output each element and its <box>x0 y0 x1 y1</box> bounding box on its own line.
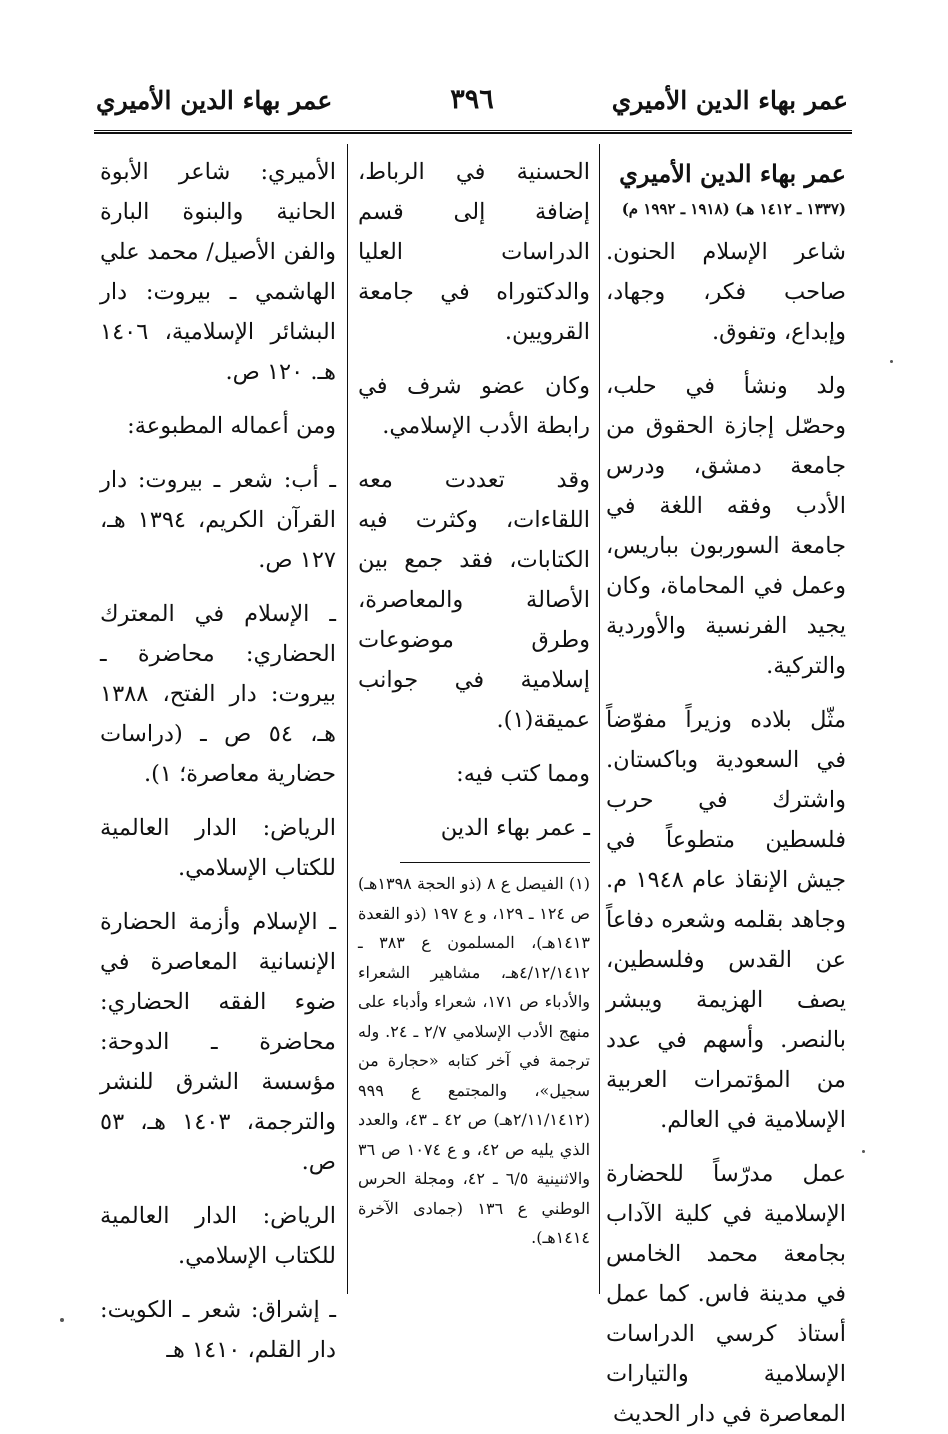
paragraph: ولد ونشأ في حلب، وحصّل إجازة الحقوق من جامعة دمشق، ودرس الأدب وفقه اللغة في جامعة السوربون بباريس، وعمل في المحاماة، وكان يجيد الفرنسية والأوردية والتركية. <box>606 373 846 679</box>
running-title-left: عمر بهاء الدين الأميري <box>96 86 333 115</box>
paragraph: شاعر الإسلام الحنون. صاحب فكر، وجهاد، وإبداع، وتفوق. <box>606 239 846 345</box>
page-number: ٣٩٦ <box>450 84 494 115</box>
running-title-right: عمر بهاء الدين الأميري <box>611 86 848 115</box>
paragraph: عمل مدرّساً للحضارة الإسلامية في كلية الآداب بجامعة محمد الخامس في مدينة فاس. كما عمل أستاذ كرسي الدراسات الإسلامية والتيارات المعاصرة في دار الحديث <box>606 1161 846 1427</box>
paragraph: الأميري: شاعر الأبوة الحانية والبنوة البارة والفن الأصيل/ محمد علي الهاشمي ـ بيروت: دار البشائر الإسلامية، ١٤٠٦ هـ. ١٢٠ ص. <box>100 159 336 385</box>
header-rule <box>94 130 852 134</box>
page-header <box>96 80 848 128</box>
column-right <box>606 152 846 1427</box>
footnote-rule <box>400 862 590 863</box>
paragraph: وقد تعددت معه اللقاءات، وكثرت فيه الكتابات، فقد جمع بين الأصالة والمعاصرة، وطرق موضوعات إسلامية في جوانب عميقة(١). <box>358 467 590 733</box>
paragraph: ومن أعماله المطبوعة: <box>127 413 336 439</box>
paragraph: ـ إشراق: شعر ـ الكويت: دار القلم، ١٤١٠ هـ <box>100 1297 336 1363</box>
scan-speck <box>60 1318 64 1322</box>
paragraph: الرياض: الدار العالمية للكتاب الإسلامي. <box>100 1203 336 1269</box>
paragraph: وكان عضو شرف في رابطة الأدب الإسلامي. <box>358 373 590 439</box>
paragraph: ومما كتب فيه: <box>456 761 590 787</box>
paragraph: ـ عمر بهاء الدين <box>440 815 590 841</box>
paragraph: الرياض: الدار العالمية للكتاب الإسلامي. <box>100 815 336 881</box>
column-divider <box>347 144 348 1294</box>
column-left <box>100 152 336 1363</box>
paragraph: ـ أب: شعر ـ بيروت: دار القرآن الكريم، ١٣٩٤ هـ، ١٢٧ ص. <box>100 467 336 573</box>
paragraph: مثّل بلاده وزيراً مفوّضاً في السعودية وباكستان. واشترك في حرب فلسطين متطوعاً في جيش الإنقاذ عام ١٩٤٨ م. وجاهد بقلمه وشعره دفاعاً عن القدس وفلسطين، يصف الهزيمة ويبشر بالنصر. وأسهم في عدد من المؤتمرات العربية الإسلامية في العالم. <box>606 707 846 1133</box>
column-divider <box>599 144 600 1294</box>
entry-title: عمر بهاء الدين الأميري <box>619 159 846 188</box>
scan-speck <box>862 1150 865 1153</box>
paragraph: الحسنية في الرباط، إضافة إلى قسم الدراسات العليا والدكتوراه في جامعة القرويين. <box>358 159 590 345</box>
scan-speck <box>890 360 893 363</box>
paragraph: ـ الإسلام وأزمة الحضارة الإنسانية المعاصرة في ضوء الفقه الحضاري: محاضرة ـ الدوحة: مؤسسة الشرق للنشر والترجمة، ١٤٠٣ هـ، ٥٣ ص. <box>100 909 336 1175</box>
entry-dates: (١٣٣٧ ـ ١٤١٢ هـ) (١٩١٨ ـ ١٩٩٢ م) <box>621 200 846 218</box>
column-middle <box>358 152 590 1312</box>
footnote: (١) الفيصل ع ٨ (ذو الحجة ١٣٩٨هـ) ص ١٢٤ ـ ١٢٩، و ع ١٩٧ (ذو القعدة ١٤١٣هـ)، المسلمون ع ٣٨٣ ـ ٤/١٢/١٤١٢هـ، مشاهير الشعراء والأدباء ص ١٧١، شعراء وأدباء على منهج الأدب الإسلامي ٢/٧ ـ ٢٤. وله ترجمة في آخر كتابه «حجارة من سجيل»، والمجتمع ع ٩٩٩ (٢/١١/١٤١٢هـ) ص ٤٢ ـ ٤٣، والعدد الذي يليه ص ٤٢، و ع ١٠٧٤ ص ٣٦ والاثنينية ٦/٥ ـ ٤٢، ومجلة الحرس الوطني ع ١٣٦ (جمادى الآخرة ١٤١٤هـ). <box>358 874 591 1247</box>
paragraph: ـ الإسلام في المعترك الحضاري: محاضرة ـ بيروت: دار الفتح، ١٣٨٨ هـ، ٥٤ ص ـ (دراسات حضارية معاصرة؛ ١). <box>100 601 336 787</box>
